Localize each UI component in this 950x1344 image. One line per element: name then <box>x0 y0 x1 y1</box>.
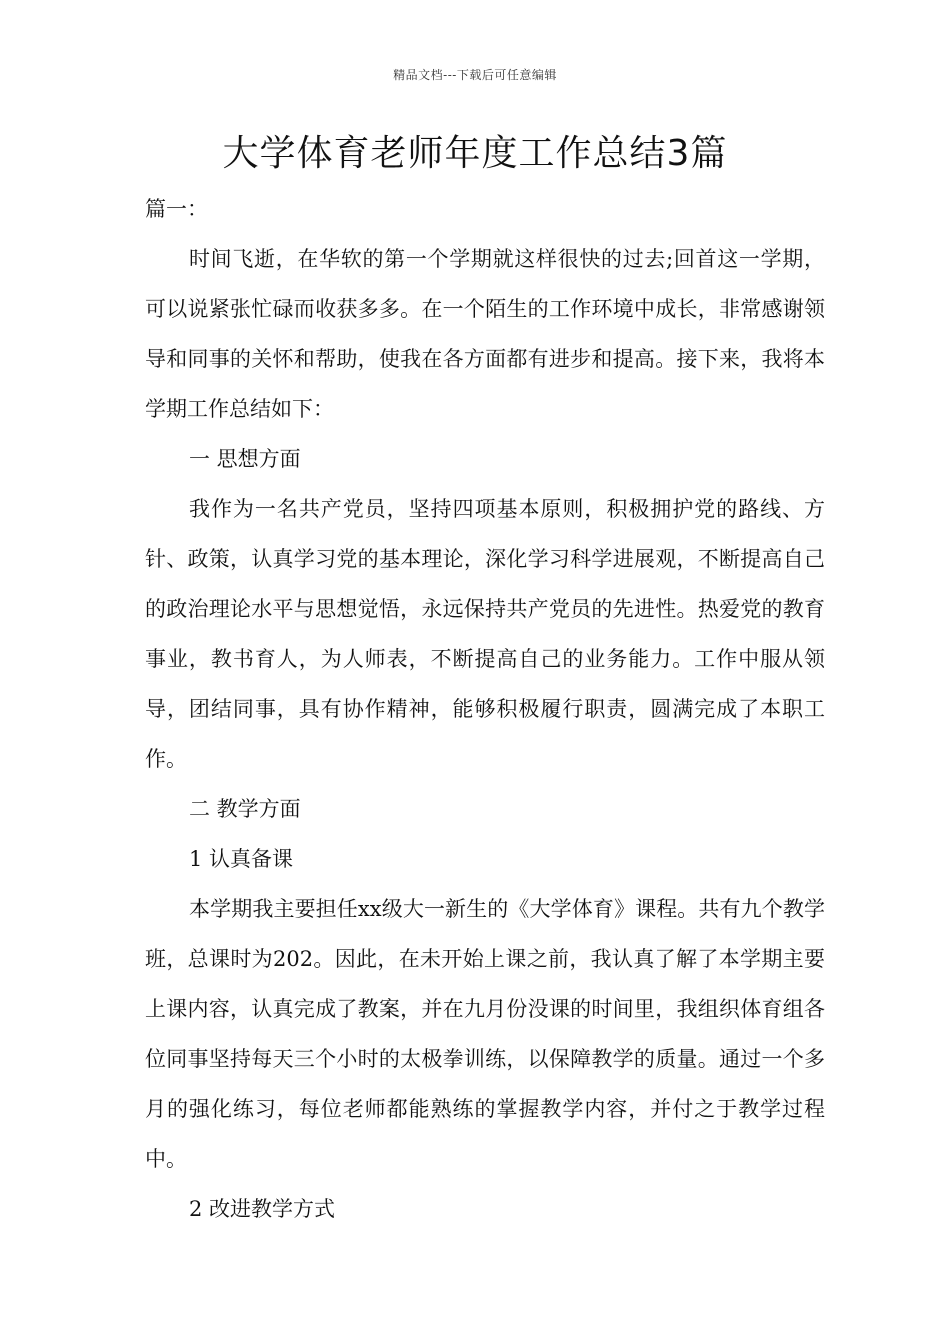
header-note: 精品文档---下载后可任意编辑 <box>393 68 557 82</box>
subsection-heading-lesson-prep: 1 认真备课 <box>189 847 294 871</box>
section-heading-teaching: 二 教学方面 <box>189 797 301 821</box>
document-title: 大学体育老师年度工作总结3篇 <box>222 133 728 174</box>
subsection-heading-teaching-method: 2 改进教学方式 <box>189 1197 336 1221</box>
paragraph-lesson-prep: 本学期我主要担任xx级大一新生的《大学体育》课程。共有九个教学班，总课时为202。因此，在未开始上课之前，我认真了解了本学期主要上课内容，认真完成了教案，并在九月份没课的时间里，我组织体育组各位同事坚持每天三个小时的太极拳训练，以保障教学的质量。通过一个多月的强化练习，每位老师都能熟练的掌握教学内容，并付之于教学过程中。 <box>145 897 825 1171</box>
section-heading-part-one: 篇一： <box>145 197 208 221</box>
paragraph-intro: 时间飞逝，在华软的第一个学期就这样很快的过去;回首这一学期，可以说紧张忙碌而收获多多。在一个陌生的工作环境中成长，非常感谢领导和同事的关怀和帮助，使我在各方面都有进步和提高。接下来，我将本学期工作总结如下： <box>145 247 825 421</box>
document-body <box>145 184 825 1234</box>
paragraph-ideology: 我作为一名共产党员，坚持四项基本原则，积极拥护党的路线、方针、政策，认真学习党的基本理论，深化学习科学进展观，不断提高自己的政治理论水平与思想觉悟，永远保持共产党员的先进性。热爱党的教育事业，教书育人，为人师表，不断提高自己的业务能力。工作中服从领导，团结同事，具有协作精神，能够积极履行职责，圆满完成了本职工作。 <box>145 497 825 771</box>
section-heading-ideology: 一 思想方面 <box>189 447 301 471</box>
